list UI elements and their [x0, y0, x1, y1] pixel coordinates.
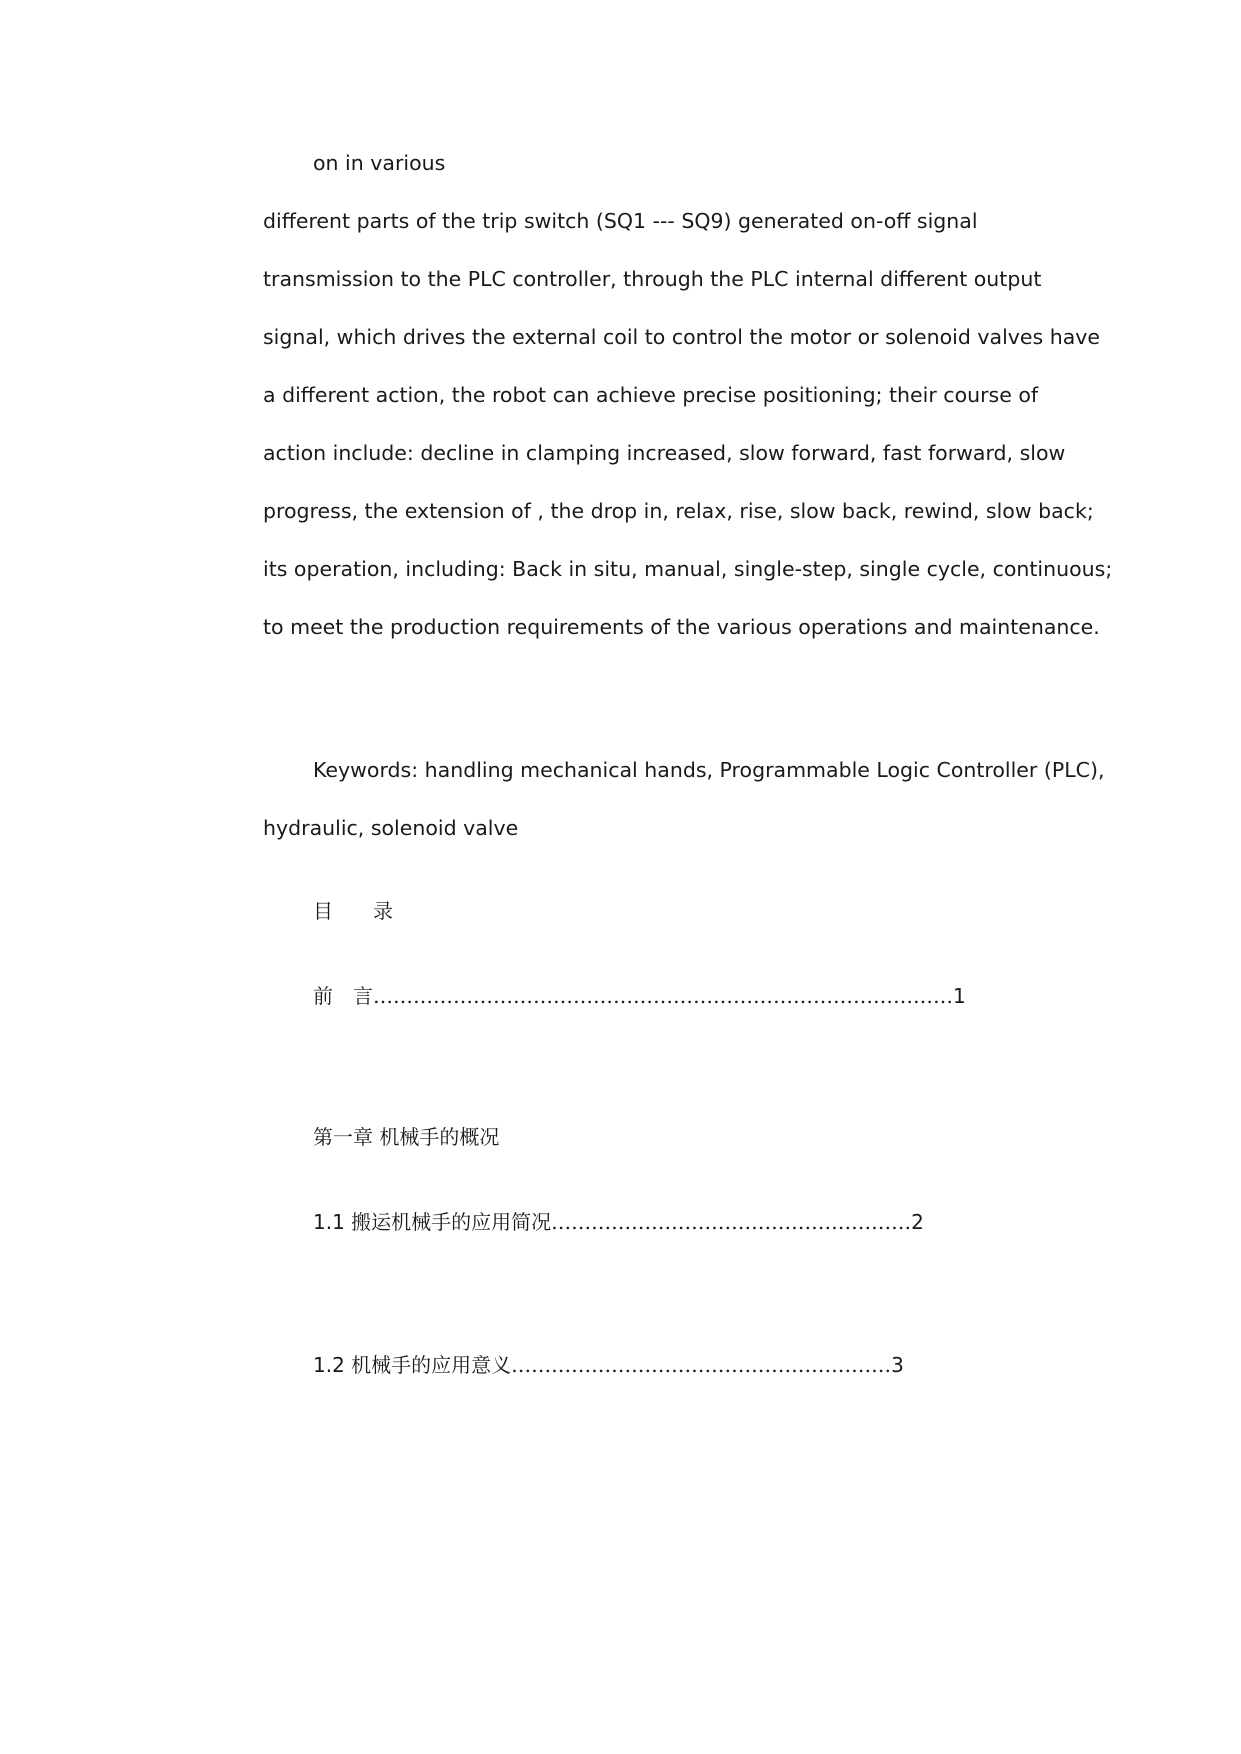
toc-entry-1-1[interactable]	[313, 1212, 924, 1232]
toc-title: 目 录	[313, 899, 393, 923]
keywords-line: Keywords: handling mechanical hands, Programmable Logic Controller (PLC),	[313, 758, 1105, 782]
abstract-line: on in various	[313, 151, 446, 175]
toc-entry-label: 搬运机械手的应用简况	[351, 1210, 552, 1234]
abstract-line: a different action, the robot can achieve precise positioning; their course of	[263, 383, 1039, 407]
toc-leader-dots: ………………………………………………	[551, 1210, 912, 1234]
keywords-line: hydraulic, solenoid valve	[263, 816, 519, 840]
toc-section-number: 1.1	[313, 1210, 345, 1234]
toc-leader-dots: ……………………………………………………………………………	[373, 984, 953, 1008]
abstract-line: transmission to the PLC controller, through the PLC internal different output	[263, 267, 1042, 291]
abstract-line: progress, the extension of , the drop in, relax, rise, slow back, rewind, slow back;	[263, 499, 1094, 523]
abstract-line: to meet the production requirements of the various operations and maintenance.	[263, 615, 1100, 639]
abstract-line: signal, which drives the external coil to control the motor or solenoid valves have	[263, 325, 1101, 349]
toc-chapter-heading[interactable]: 第一章 机械手的概况	[313, 1125, 500, 1149]
toc-entry-preface[interactable]	[313, 986, 966, 1006]
toc-leader-dots: …………………………………………………	[511, 1353, 892, 1377]
abstract-line: different parts of the trip switch (SQ1 --- SQ9) generated on-off signal	[263, 209, 978, 233]
toc-page-number: 1	[953, 984, 966, 1008]
toc-entry-label: 前 言	[313, 984, 373, 1008]
toc-page-number: 3	[891, 1353, 904, 1377]
abstract-line: its operation, including: Back in situ, manual, single-step, single cycle, continuous;	[263, 557, 1113, 581]
toc-page-number: 2	[911, 1210, 924, 1234]
toc-entry-label: 机械手的应用意义	[351, 1353, 512, 1377]
toc-entry-1-2[interactable]	[313, 1355, 904, 1375]
abstract-line: action include: decline in clamping increased, slow forward, fast forward, slow	[263, 441, 1066, 465]
toc-section-number: 1.2	[313, 1353, 345, 1377]
